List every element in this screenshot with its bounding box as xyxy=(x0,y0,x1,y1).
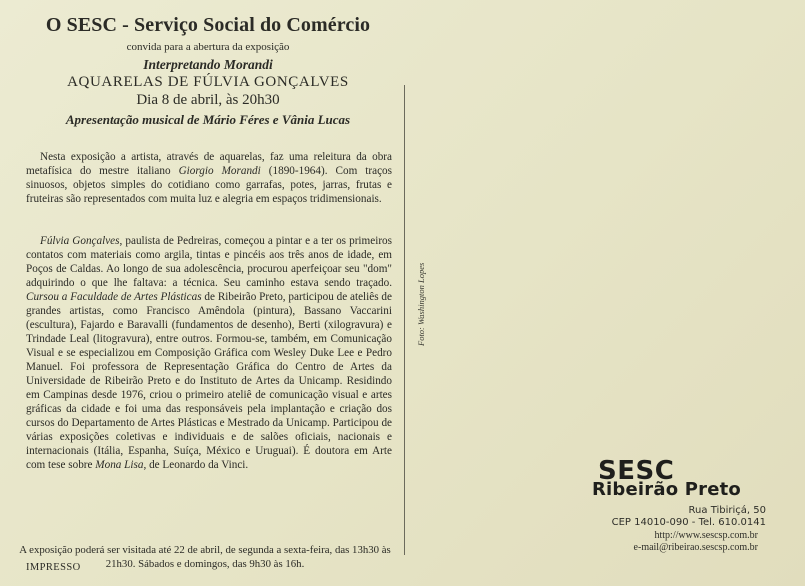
paragraph-intro-emphasis: Giorgio Morandi xyxy=(178,165,261,177)
paragraph-intro-text-a: Nesta exposição a artista, através de aquarelas, faz uma releitura da obra metafísica do mestre italiano xyxy=(26,151,392,177)
bio-emphasis-work: Mona Lisa xyxy=(95,459,144,471)
photo-credit: Foto: Washington Lopes xyxy=(416,262,426,346)
sesc-logo-line2: Ribeirão Preto xyxy=(592,479,741,500)
visiting-hours: A exposição poderá ser visitada até 22 de abril, de segunda a sexta-feira, das 13h30 às 21h30. Sábados e domingos, das 9h30 às 16h. xyxy=(19,544,391,570)
contact-block xyxy=(560,530,758,554)
bio-artist-name: Fúlvia Gonçalves xyxy=(40,235,120,247)
paragraph-intro xyxy=(26,150,392,206)
bio-text-b: de Ribeirão Preto, participou de ateliês de grandes artistas, como Francisco Amêndola (pintura), Bassano Vaccarini (escultura), Fajardo e Baravalli (fundamentos de desenho), Berti (xilogravura) e Trindade Leal (litogravura), entre outros. Formou-se, também, em Comunicação Visual e se especializou em Composição Gráfica com Wesley Duke Lee e Pedro Manuel. Foi professora de Representação Gráfica do Centro de Artes da Universidade de Ribeirão Preto e do Instituto de Artes da Unicamp. Residindo em Campinas desde 1976, criou o primeiro ateliê de comunicação visual e artes gráficas da cidade e foi uma das responsáveis pela implantação e criação dos cursos do Departamento de Artes Plásticas e Mestrado da Unicamp. Participou de várias exposições coletivas e individuais e de salões oficiais, nacionais e internacionais (Itália, Espanha, Suíça, México e Uruguai). É doutora em Arte com tese sobre xyxy=(26,291,392,471)
music-line: Apresentação musical de Mário Féres e Vânia Lucas xyxy=(65,112,351,127)
bio-emphasis-course: Cursou a Faculdade de Artes Plásticas xyxy=(26,291,202,303)
address-street: Rua Tibiriçá, 50 xyxy=(688,505,766,516)
exhibition-title: Interpretando Morandi xyxy=(143,57,273,72)
page-title: O SESC - Serviço Social do Comércio xyxy=(45,14,371,36)
paragraph-bio xyxy=(26,234,392,472)
impresso-label: IMPRESSO xyxy=(26,562,81,573)
bio-text-c: , de Leonardo da Vinci. xyxy=(143,459,249,471)
invitation-header xyxy=(22,12,394,129)
vertical-divider xyxy=(404,85,405,555)
address-cep: CEP 14010-090 - Tel. 610.0141 xyxy=(611,517,766,528)
artist-line: AQUARELAS DE FÚLVIA GONÇALVES xyxy=(67,74,349,90)
website-link[interactable]: http://www.sescsp.com.br xyxy=(654,530,758,541)
paragraph-intro-text-b: (1890-1964). Com traços sinuosos, objetos simples do cotidiano como garrafas, potes, jarras, frutas e fruteiras são representados com muita luz e alegria em espaços tridimensionais. xyxy=(26,165,392,205)
sesc-logo-line1: SESC xyxy=(598,456,675,486)
invite-line: convida para a abertura da exposição xyxy=(126,41,290,53)
address-block xyxy=(560,505,766,529)
event-date: Dia 8 de abril, às 20h30 xyxy=(136,92,280,108)
email-link[interactable]: e-mail@ribeirao.sescsp.com.br xyxy=(633,542,758,553)
bio-text-a: , paulista de Pedreiras, começou a pintar e a ter os primeiros contatos com materiais como argila, tintas e pincéis aos três anos de idade, em Poços de Caldas. Ao longo de sua adolescência, procurou aperfeiçoar seu "dom" adquirindo o que lhe faltava: a técnica. Seu caminho estava sendo traçado. xyxy=(26,235,392,289)
